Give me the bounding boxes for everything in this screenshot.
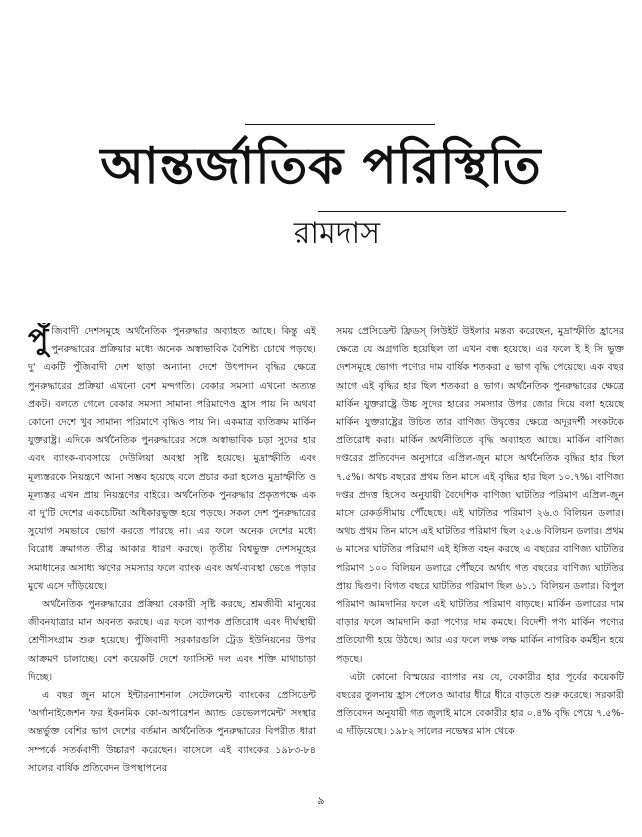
drop-cap: পুঁ bbox=[28, 323, 49, 357]
paragraph: এটা কোনো বিস্ময়ের ব্যাপার নয় যে, বেকারীর হার পূর্বের কয়েকটি বছরের তুলনায় হ্রাস পেলেও আবার ধীরে ধীরে বাড়তে শুরু করেছে। সরকারী প্রতিবেদন অনুযায়ী গত জুলাই মাসে বেকারীর হার ০.৪% বৃদ্ধি পেয়ে ৭.৫%-এ দাঁড়িয়েছে। ১৯৮২ সালের নভেম্বর মাস থেকে bbox=[336, 671, 624, 738]
title-underline-rule bbox=[318, 211, 566, 212]
left-column bbox=[28, 323, 316, 783]
paragraph: সময় প্রেসিডেন্ট ফ্রিডস্ লিউইট উইলার মন্তব্য করেছেন, মুদ্রাস্ফীতি হ্রাসের ক্ষেত্রে যে অগ্রগতি হয়েছিল তা এখন বন্ধ হয়েছে। এর ফলে ই ই সি ভুক্ত দেশসমূহে ভোগ্য পণ্যের দাম বার্ষিক শতকরা ৫ ভাগ বৃদ্ধি পেয়েছে। এক বছর আগে এই বৃদ্ধির হার ছিল শতকরা ৪ ভাগ। অর্থনৈতিক পুনরুদ্ধারের ক্ষেত্রে মার্কিন যুক্তরাষ্ট্রে উচ্চ সুদের হারের সমস্যার উপর জোর দিয়ে বলা হয়েছে মার্কিন যুক্তরাষ্ট্রের উচিত তার বাণিজ্য উদ্বৃত্তের ক্ষেত্রে অদূরদর্শী সংকটকে প্রতিরোধ করা। মার্কিন অর্থনীতিতে বৃদ্ধি অব্যাহত আছে। মার্কিন বাণিজ্য দপ্তরের প্রতিবেদন অনুসারে এপ্রিল-জুন মাসে অর্থনৈতিক বৃদ্ধির হার ছিল ৭.৫%। অথচ বছরের প্রথম তিন মাসে এই বৃদ্ধির হার ছিল ১০.৭%। বাণিজ্য দপ্তর প্রদত্ত হিসেব অনুযায়ী বৈদেশিক বাণিজ্য ঘাটতির পরিমাণ এপ্রিল-জুন মাসে রেকর্ডসীমায় পৌঁছেছে। এই ঘাটতির পরিমাণ ২৬.৩ বিলিয়ন ডলার। অথচ প্রথম তিন মাসে এই ঘাটতির পরিমাণ ছিল ২৫.৬ বিলিয়ন ডলার। প্রথম ৬ মাসের ঘাটতির পরিমাণ এই ইঙ্গিত বহন করছে এ বছরের বাণিজ্য ঘাটতির পরিমাণ ১০০ বিলিয়ন ডলারে পৌঁছবে অর্থাৎ গত বছরের বাণিজ্য ঘাটতির প্রায় দ্বিগুণ। বিগত বছরে ঘাটতির পরিমাণ ছিল ৬১.১ বিলিয়ন ডলার। বিপুল পরিমাণ আমদানির ফলে এই ঘাটতির পরিমাণ বাড়ছে। মার্কিন ডলারের দাম বাড়ার ফলে আমদানি করা পণ্যের দাম কমছে। বিদেশী পণ্য মার্কিন পণ্যের প্রতিযোগী হয়ে উঠছে। আর এর ফলে লক্ষ লক্ষ মার্কিন নাগরিক কর্মহীন হয়ে পড়ছে। bbox=[336, 326, 624, 665]
article-title: আন্তর্জাতিক পরিস্থিতি bbox=[100, 137, 542, 195]
paragraph: এ বছর জুন মাসে ইন্টারন্যাশনাল সেটেলমেন্ট ব্যাংকের প্রেসিডেন্ট 'অর্গানাইজেশন ফর ইকনমিক কো-অপারেশন অ্যান্ড ডেভেলপমেন্ট' সংস্থার অন্তর্ভুক্ত বেশির ভাগ দেশের বর্তমান অর্থনৈতিক পুনরুদ্ধারের বিপরীত ধারা সম্পর্কে সতর্কবাণী উচ্চারণ করেছেন। বাসেলে এই ব্যাংকের ১৯৮৩-৮৪ সালের বার্ষিক প্রতিবেদন উপস্থাপনের bbox=[28, 690, 316, 774]
top-rule bbox=[245, 124, 435, 125]
paragraph bbox=[28, 323, 316, 596]
page-number: ৯ bbox=[317, 794, 325, 807]
paragraph-text: জিবাদী দেশসমূহে অর্থনৈতিক পুনরুদ্ধার অব্যাহত আছে। কিন্তু এই পুনরুদ্ধারের প্রক্রিয়ার মধ্যে অনেক অস্বাভাবিক বৈশিষ্ট্য চোখে পড়ছে। দু' একটি পুঁজিবাদী দেশ ছাড়া অন্যান্য দেশে উৎপাদন বৃদ্ধির ক্ষেত্রে পুনরুদ্ধারের প্রক্রিয়া এখনো বেশ মন্দগতি। বেকার সমস্যা এখনো অত্যন্ত প্রকট। বলতে গেলে বেকার সমস্যা সামান্য পরিমাণেও হ্রাস পায় নি অথবা কোনো দেশে খুব সামান্য পরিমাণে বৃদ্ধিও পায় নি। একমাত্র ব্যতিক্রম মার্কিন যুক্তরাষ্ট্র। এদিকে অর্থনৈতিক পুনরুদ্ধারের সঙ্গে অস্বাভাবিক চড়া সুদের হার এবং ব্যাংক-ব্যবসায়ে দেউলিয়া অবস্থা সৃষ্টি হয়েছে। মুদ্রাস্ফীতি এবং মূল্যস্তরকে নিয়ন্ত্রণে আনা সম্ভব হয়েছে বলে প্রচার করা হলেও মুদ্রাস্ফীতি ও মূল্যস্তর এখন প্রায় নিয়ন্ত্রণের বাইরে। অর্থনৈতিক পুনরুদ্ধার প্রকৃতপক্ষে এক বা দু'টি দেশের একচেটিয়া অধিকারভুক্ত হয়ে পড়ছে। সকল দেশ পুনরুদ্ধারের সুযোগ সমভাবে ভোগ করতে পারছে না। এর ফলে অনেক দেশের মধ্যে বিরোধ ক্রমাগত তীব্র আকার ধারণ করছে। তৃতীয় বিশ্বভুক্ত দেশসমূহের সমাধানের অসাধ্য ঋণের সমস্যার ফলে ব্যাংক এবং অর্থ-ব্যবস্থা ভেঙে পড়ার মুখে এসে দাঁড়িয়েছে। bbox=[28, 326, 316, 592]
right-column bbox=[336, 323, 624, 783]
article-author: রামদাস bbox=[293, 216, 381, 251]
article-body bbox=[28, 323, 624, 783]
paragraph: অর্থনৈতিক পুনরুদ্ধারের প্রক্রিয়া বেকারী সৃষ্টি করছে, শ্রমজীবী মানুষের জীবনযাত্রার মান অবনত করছে। এর ফলে ব্যাপক প্রতিরোধ এবং দীর্ঘস্থায়ী শ্রেণীসংগ্রাম শুরু হয়েছে। পুঁজিবাদী সরকারগুলি ট্রেড ইউনিয়নের উপর আক্রমণ চালাচ্ছে। বেশ কয়েকটি দেশে ফ্যাসিস্ট দল এবং শক্তি মাথাচাড়া দিচ্ছে। bbox=[28, 599, 316, 683]
